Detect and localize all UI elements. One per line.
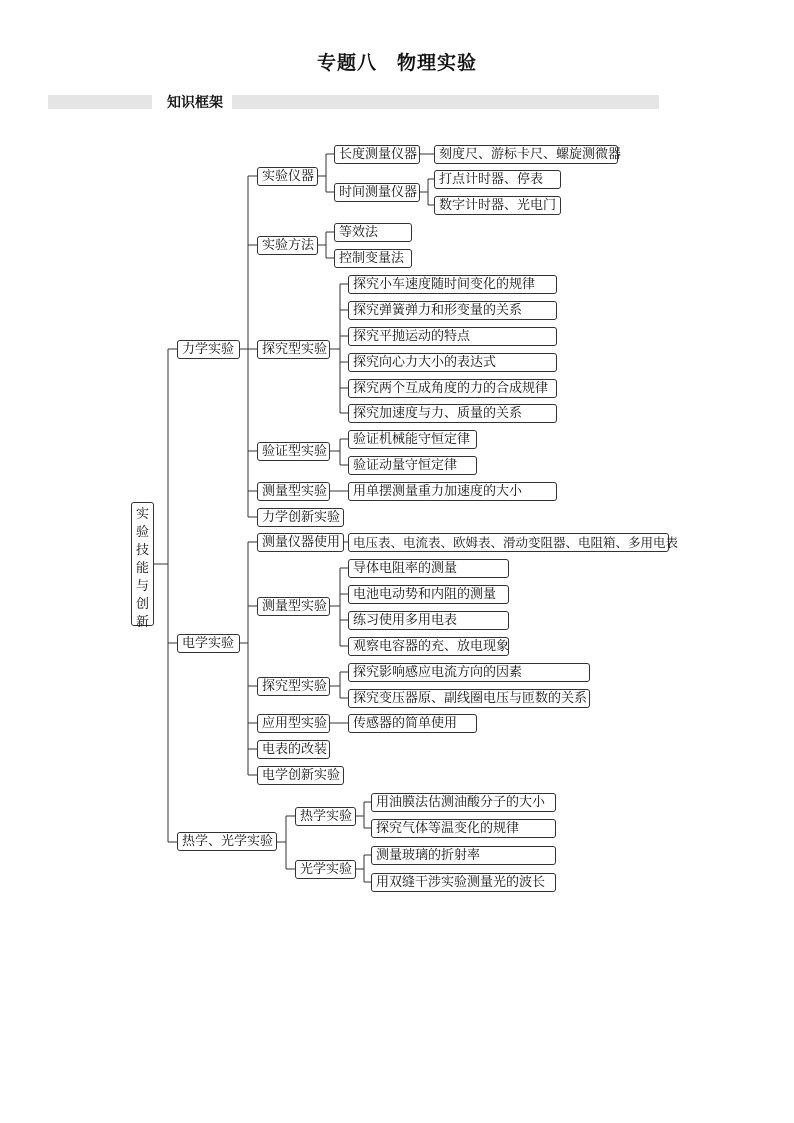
branch-electricity: 电学实验 [177,634,240,653]
node-optics-item: 测量玻璃的折射率 [371,846,556,865]
node-mech-explore-item: 探究向心力大小的表达式 [348,353,557,372]
node-optics-item: 用双缝干涉实验测量光的波长 [371,873,556,892]
node-methods: 实验方法 [257,236,318,255]
branch-thermal-optics: 热学、光学实验 [177,832,277,851]
node-elec-explore: 探究型实验 [257,677,330,696]
node-elec-apply-item: 传感器的简单使用 [348,714,477,733]
root-char: 创 [135,597,149,612]
node-time-instruments: 时间测量仪器 [334,183,420,202]
node-mech-innovation: 力学创新实验 [257,508,344,527]
section-label: 知识框架 [167,95,223,111]
root-node [131,502,154,630]
node-optics: 光学实验 [295,860,356,879]
node-mech-explore-item: 探究加速度与力、质量的关系 [348,404,557,423]
node-method-1: 等效法 [334,223,412,242]
node-elec-measure-item: 电池电动势和内阻的测量 [348,585,509,604]
node-instruments: 实验仪器 [257,167,318,186]
root-char: 验 [135,525,149,540]
node-mech-explore-item: 探究小车速度随时间变化的规律 [348,275,557,294]
node-elec-apply: 应用型实验 [257,714,330,733]
node-mech-measure: 测量型实验 [257,482,330,501]
node-length-tools: 刻度尺、游标卡尺、螺旋测微器 [434,145,618,164]
node-elec-innovation: 电学创新实验 [257,766,344,785]
node-elec-explore-item: 探究影响感应电流方向的因素 [348,663,590,682]
node-meter-list: 电压表、电流表、欧姆表、滑动变阻器、电阻箱、多用电表 [348,533,669,552]
node-elec-measure-item: 观察电容器的充、放电现象 [348,637,509,656]
node-time-tool-1: 打点计时器、停表 [434,170,561,189]
root-char: 与 [135,579,149,594]
page-title: 专题八 物理实验 [316,52,477,74]
node-mech-explore-item: 探究弹簧弹力和形变量的关系 [348,301,557,320]
node-mech-verify: 验证型实验 [257,442,330,461]
node-mech-explore-item: 探究平抛运动的特点 [348,327,557,346]
root-char: 能 [135,561,149,576]
node-thermal-item: 用油膜法估测油酸分子的大小 [371,793,556,812]
node-elec-measure-item: 练习使用多用电表 [348,611,509,630]
node-mech-verify-item: 验证机械能守恒定律 [348,430,477,449]
node-elec-measure-item: 导体电阻率的测量 [348,559,509,578]
node-length-instruments: 长度测量仪器 [334,145,420,164]
node-method-2: 控制变量法 [334,249,412,268]
node-elec-measure: 测量型实验 [257,597,330,616]
root-char: 实 [135,507,149,522]
node-thermal: 热学实验 [295,807,356,826]
node-time-tool-2: 数字计时器、光电门 [434,196,561,215]
node-elec-explore-item: 探究变压器原、副线圈电压与匝数的关系 [348,689,590,708]
node-mech-explore: 探究型实验 [257,340,330,359]
node-thermal-item: 探究气体等温变化的规律 [371,819,556,838]
branch-mechanics: 力学实验 [177,340,240,359]
root-char: 新 [135,615,149,630]
node-meter-modification: 电表的改装 [257,740,330,759]
node-mech-verify-item: 验证动量守恒定律 [348,456,477,475]
node-mech-explore-item: 探究两个互成角度的力的合成规律 [348,379,557,398]
root-char: 技 [135,543,149,558]
node-mech-measure-item: 用单摆测量重力加速度的大小 [348,482,557,501]
node-meter-use: 测量仪器使用 [257,533,344,552]
